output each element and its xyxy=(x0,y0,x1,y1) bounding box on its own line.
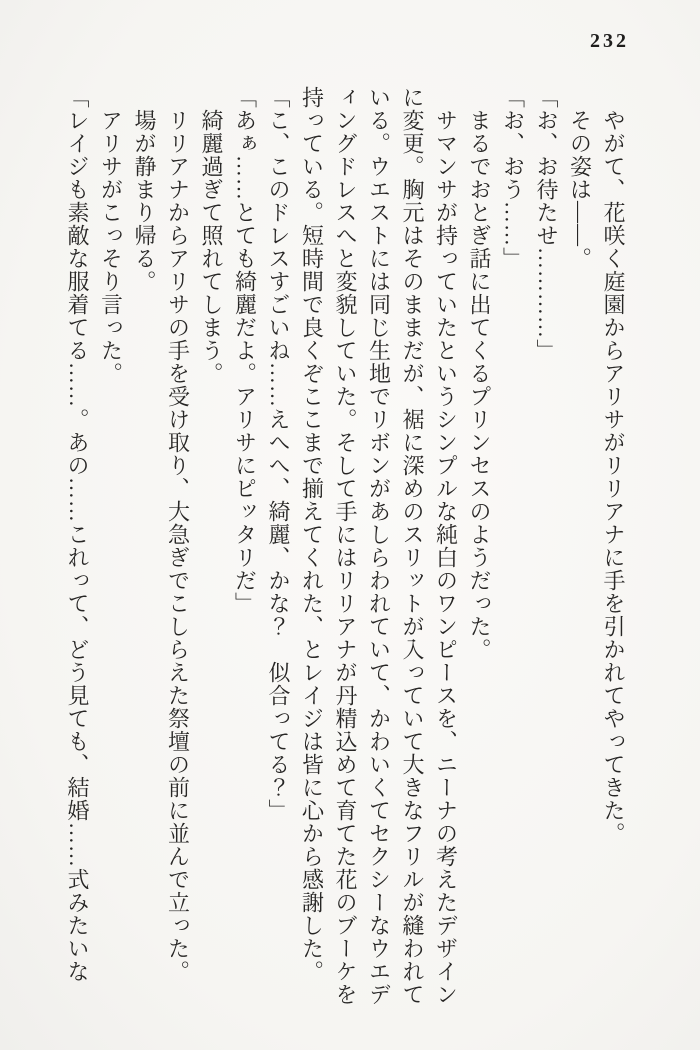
text-line: に変更。胸元はそのままだが、裾に深めのスリットが入っていて大きなフリルが縫われて xyxy=(400,86,425,1006)
text-line: いる。ウエストには同じ生地でリボンがあしらわれていて、かわいくてセクシーなウエデ xyxy=(366,86,392,1006)
text-line: サマンサが持っていたというシンプルな純白のワンピースを、ニーナの考えたデザイン xyxy=(433,86,459,1006)
text-line: 「お、お待たせ…………」 xyxy=(534,86,559,362)
text-line: 場が静まり帰る。 xyxy=(132,86,157,293)
text-line: 「レイジも素敵な服着てる……。あの……これって、どう見ても、結婚……式みたいな xyxy=(65,86,90,983)
text-line: 「お、おう……」 xyxy=(500,86,526,270)
text-line: 「こ、このドレスすごいね……えへへ、綺麗、かな？ 似合ってる？」 xyxy=(266,86,291,822)
text-line: アリサがこっそり言った。 xyxy=(98,86,124,385)
text-line: その姿は――。 xyxy=(567,86,593,270)
text-line: 綺麗過ぎて照れてしまう。 xyxy=(199,86,224,385)
text-line: リリアナからアリサの手を受け取り、大急ぎでこしらえた祭壇の前に並んで立った。 xyxy=(165,86,191,983)
text-line: ィングドレスへと変貌していた。そして手にはリリアナが丹精込めて育てた花のブーケを xyxy=(333,86,358,1006)
text-line: 「あぁ……とても綺麗だよ。アリサにピッタリだ」 xyxy=(232,86,258,615)
text-block xyxy=(61,86,631,1026)
text-line: やがて、花咲く庭園からアリサがリリアナに手を引かれてやってきた。 xyxy=(601,86,626,845)
text-line: 持っている。短時間で良くぞここまで揃えてくれた、とレイジは皆に心から感謝した。 xyxy=(299,86,325,983)
page-number: 232 xyxy=(590,30,629,52)
text-line: まるでおとぎ話に出てくるプリンセスのようだった。 xyxy=(467,86,492,661)
